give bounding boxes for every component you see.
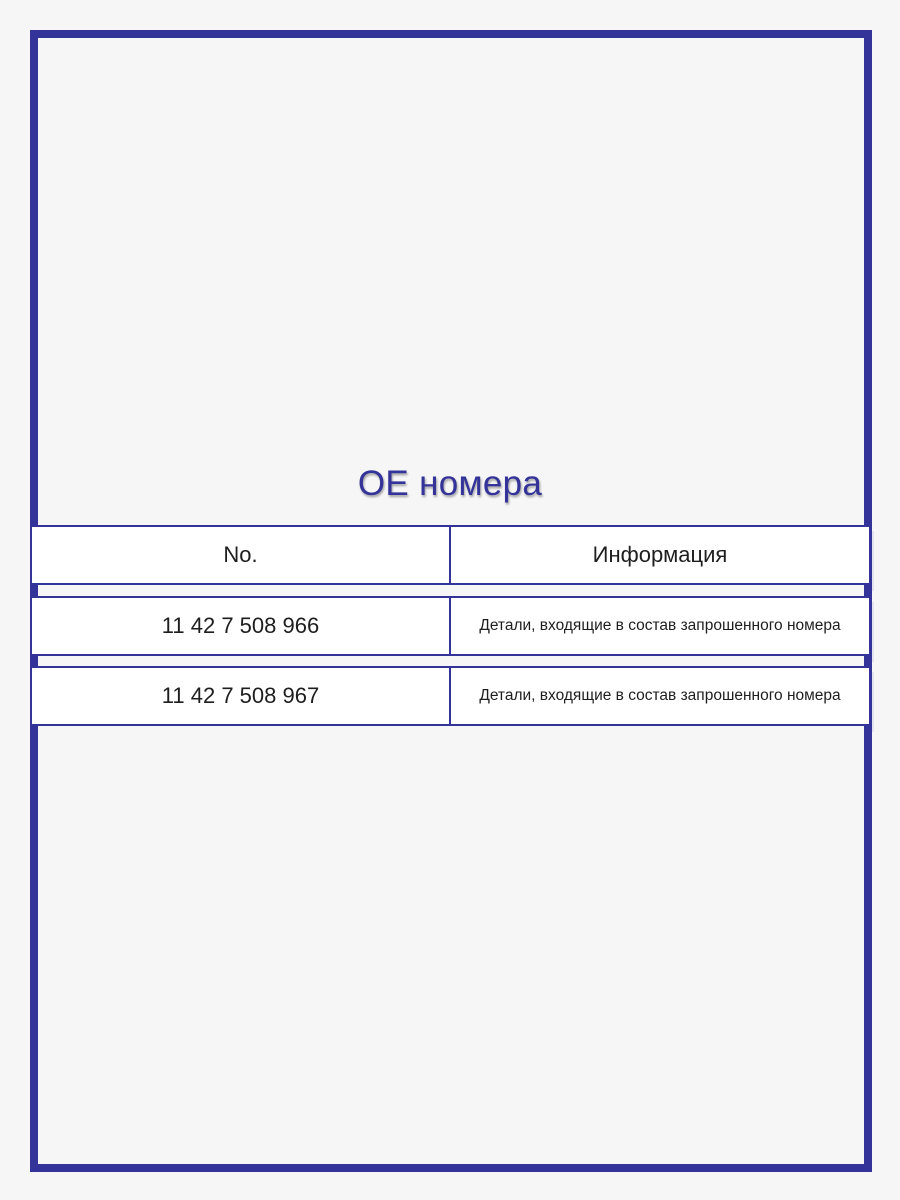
table-header [30,525,871,585]
oe-number-cell: 11 42 7 508 966 [30,596,451,656]
header-information: Информация [451,525,871,585]
oe-number-cell: 11 42 7 508 967 [30,666,451,726]
info-cell: Детали, входящие в состав запрошенного номера [451,596,871,656]
page-title: OE номера [357,464,543,503]
table-row [30,666,871,726]
header-number: No. [30,525,451,585]
table-row [30,596,871,656]
info-cell: Детали, входящие в состав запрошенного номера [451,666,871,726]
